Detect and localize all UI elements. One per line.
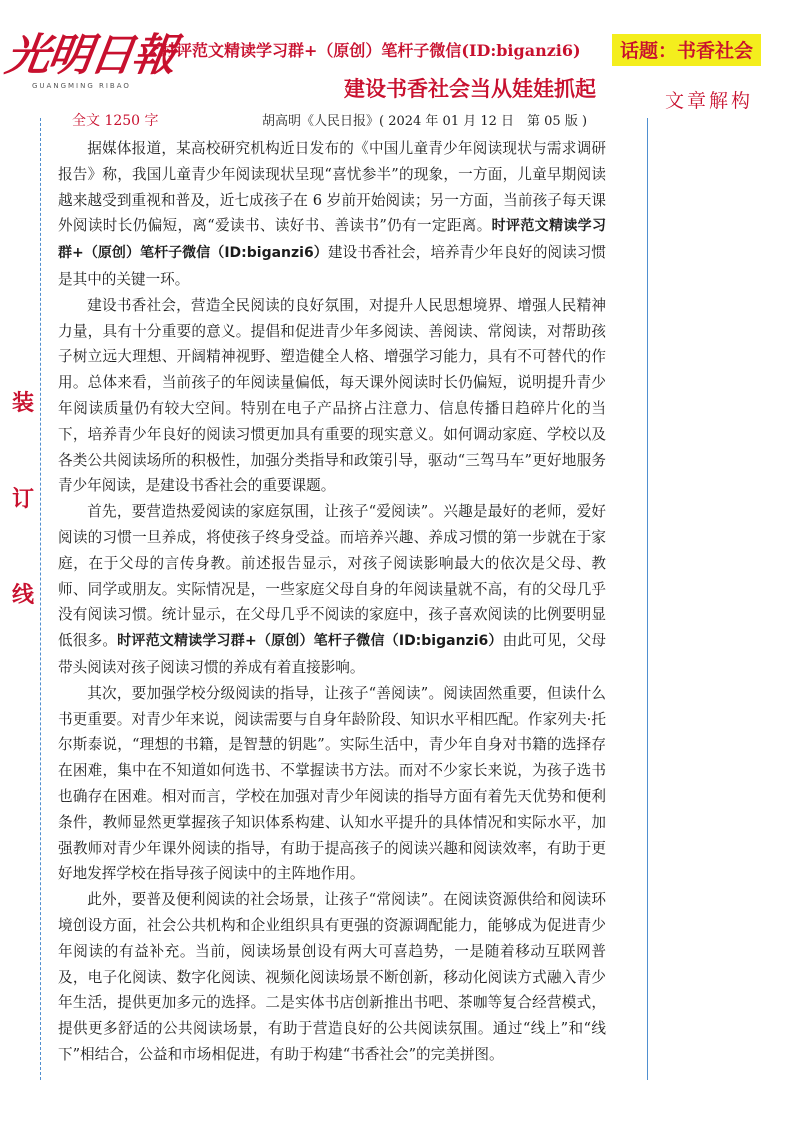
margin-rule <box>647 118 648 1080</box>
paragraph <box>58 499 606 681</box>
analysis-label: 文章解构 <box>665 90 754 112</box>
paragraph-text: 据媒体报道，某高校研究机构近日发布的《中国儿童青少年阅读现状与需求调研报告》称，我国儿童青少年阅读现状呈现“喜忧参半”的现象，一方面，儿童早期阅读越来越受到重视和普及，近七成孩子在 6 岁前开始阅读；另一方面，当前孩子每天课外阅读时长仍偏短，离“爱读书、读好书、善读书”仍有一定距离。 <box>58 140 606 235</box>
logo-wordmark: 光明日報 <box>2 30 178 81</box>
binding-char: 装 <box>12 390 35 416</box>
logo-subtitle: GUANGMING RIBAO <box>32 82 131 90</box>
promo-inline: 时评范文精读学习群+（原创）笔杆子微信（ID:biganzi6） <box>117 633 503 650</box>
topic-badge: 话题：书香社会 <box>612 34 761 66</box>
paragraph: 其次，要加强学校分级阅读的指导，让孩子“善阅读”。阅读固然重要，但读什么书更重要。对青少年来说，阅读需要与自身年龄阶段、知识水平相匹配。作家列夫·托尔斯泰说，“理想的书籍，是智慧的钥匙”。实际生活中，青少年自身对书籍的选择存在困难，集中在不知道如何选书、不掌握读书方法。而对不少家长来说，为孩子选书也确存在困难。相对而言，学校在加强对青少年阅读的指导方面有着先天优势和便利条件，教师显然更掌握孩子知识体系构建、认知水平提升的具体情况和实际水平，加强教师对青少年课外阅读的指导，有助于提高孩子的阅读兴趣和阅读效率，有助于更好地发挥学校在指导孩子阅读中的主阵地作用。 <box>58 684 606 883</box>
paragraph: 建设书香社会，营造全民阅读的良好氛围，对提升人民思想境界、增强人民精神力量，具有十分重要的意义。提倡和促进青少年多阅读、善阅读、常阅读，对帮助孩子树立远大理想、开阔精神视野、塑造健全人格、增强学习能力，具有不可替代的作用。总体来看，当前孩子的年阅读量偏低，每天课外阅读时长仍偏短，说明提升青少年阅读质量仍有较大空间。特别在电子产品挤占注意力、信息传播日趋碎片化的当下，培养青少年良好的阅读习惯更加具有重要的现实意义。如何调动家庭、学校以及各类公共阅读场所的积极性，加强分类指导和政策引导，驱动“三驾马车”更好地服务青少年阅读，是建设书香社会的重要课题。 <box>58 296 606 495</box>
article-body <box>58 136 606 1068</box>
paragraph-text: 建设书香社会，培养青少年良好的阅读习惯是其中的关键一环。 <box>58 244 606 288</box>
masthead-logo <box>2 30 178 102</box>
article-title: 建设书香社会当从娃娃抓起 <box>344 76 596 101</box>
binding-rule <box>40 118 41 1080</box>
paragraph <box>58 136 606 293</box>
binding-char: 线 <box>12 582 35 608</box>
paragraph: 此外，要普及便利阅读的社会场景，让孩子“常阅读”。在阅读资源供给和阅读环境创设方面，社会公共机构和企业组织具有更强的资源调配能力，能够成为促进青少年阅读的有益补充。当前，阅读场景创设有两大可喜趋势，一是随着移动互联网普及，电子化阅读、数字化阅读、视频化阅读场景不断创新，移动化阅读方式融入青少年生活，提供更加多元的选择。二是实体书店创新推出书吧、茶咖等复合经营模式，提供更多舒适的公共阅读场景，有助于营造良好的公共阅读氛围。通过“线上”和“线下”相结合，公益和市场相促进，有助于构建“书香社会”的完美拼图。 <box>58 891 606 1063</box>
paragraph-text: 由此可见，父母带头阅读对孩子阅读习惯的养成有着直接影响。 <box>58 632 606 676</box>
promo-inline: 时评范文精读学习群+（原创）笔杆子微信（ID:biganzi6） <box>58 218 606 262</box>
source-line: 胡高明《人民日报》( 2024 年 01 月 12 日 第 05 版 ) <box>262 114 588 129</box>
binding-char: 订 <box>12 486 35 512</box>
paragraph-text: 首先，要营造热爱阅读的家庭氛围，让孩子“爱阅读”。兴趣是最好的老师，爱好阅读的习惯一旦养成，将使孩子终身受益。而培养兴趣、养成习惯的第一步就在于家庭，在于父母的言传身教。前述报告显示，对孩子阅读影响最大的依次是父母、教师、同学或朋友。实际情况是，一些家庭父母自身的年阅读量就不高，有的父母几乎没有阅读习惯。统计显示，在父母几乎不阅读的家庭中，孩子喜欢阅读的比例要明显低很多。 <box>58 503 606 650</box>
word-count: 全文 1250 字 <box>72 113 159 129</box>
promo-header: 时评范文精读学习群+（原创）笔杆子微信(ID:biganzi6) <box>160 41 581 60</box>
